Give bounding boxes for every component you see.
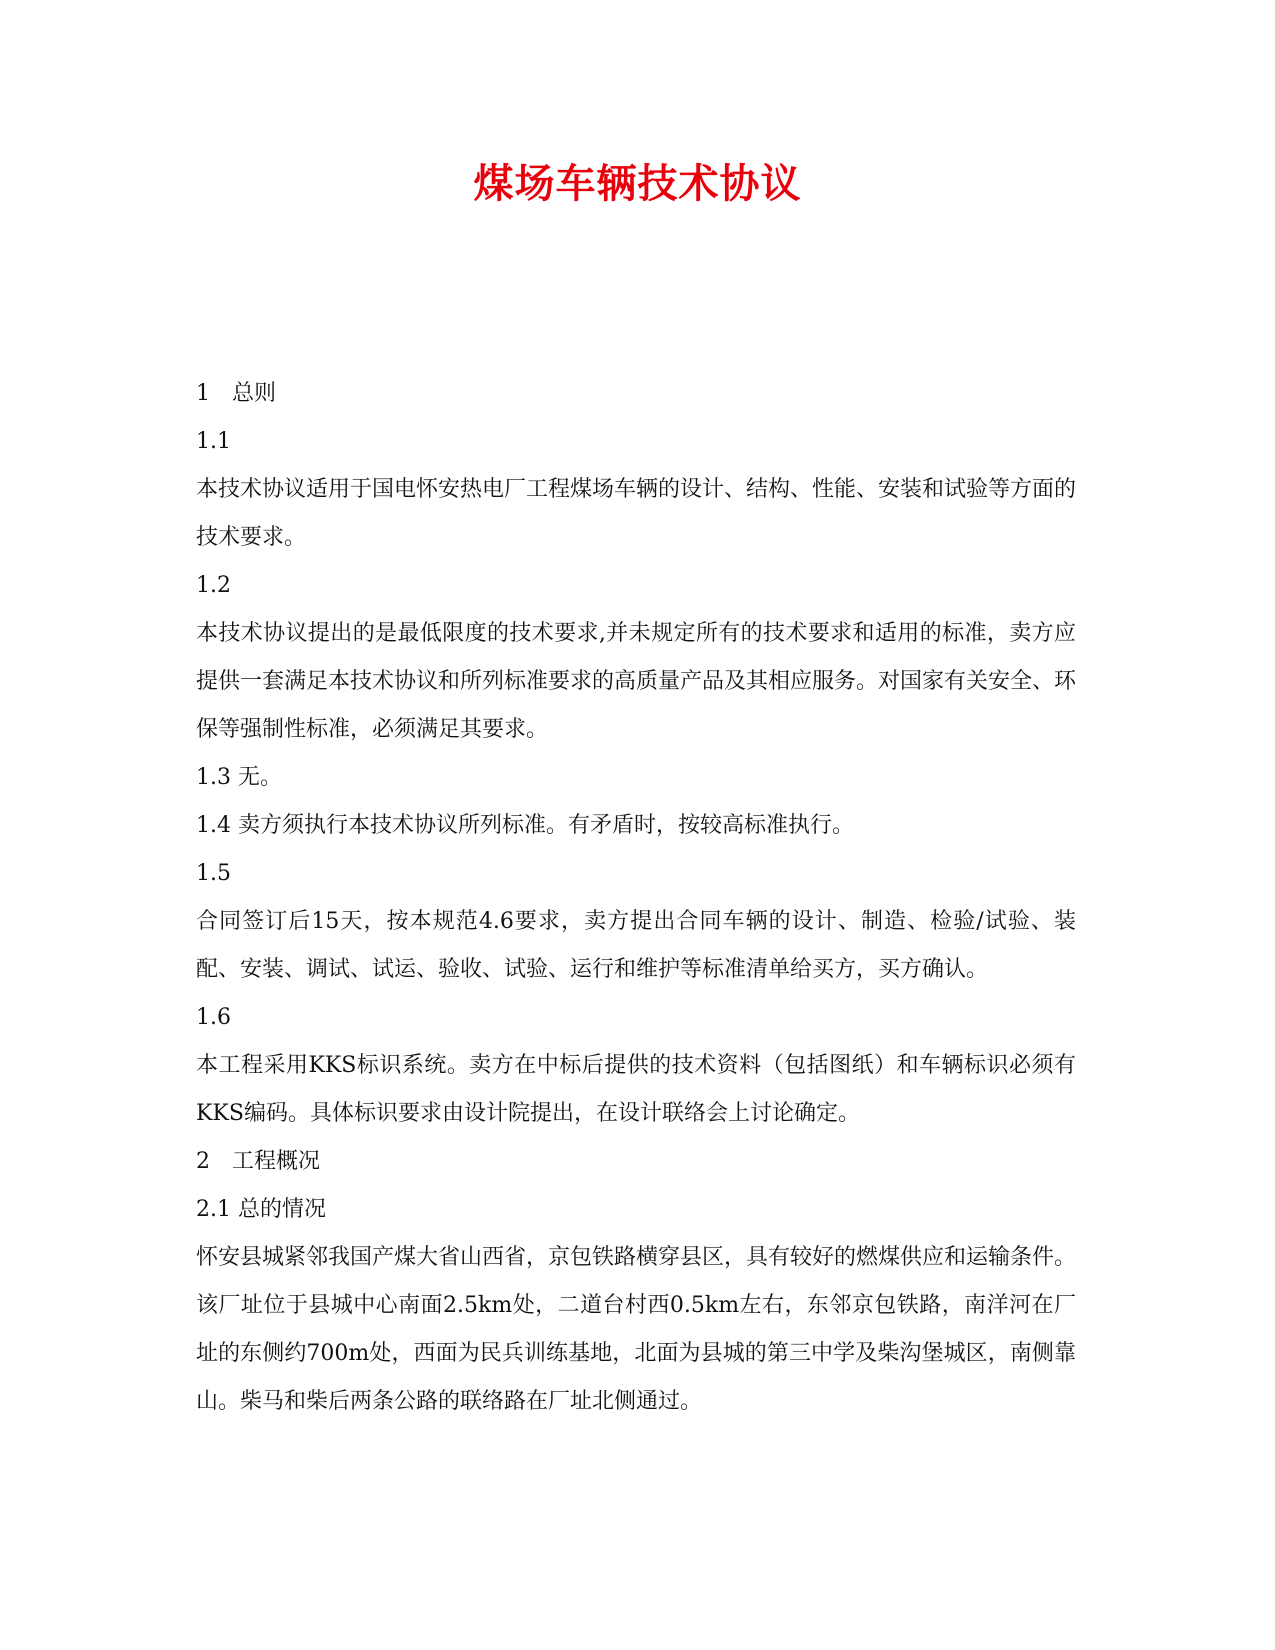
section-1-6-text: 本工程采用KKS标识系统。卖方在中标后提供的技术资料（包括图纸）和车辆标识必须有KKS编码。具体标识要求由设计院提出，在设计联络会上讨论确定。 bbox=[196, 1053, 1076, 1126]
section-1-2-number: 1.2 bbox=[196, 573, 231, 598]
section-1-5-number: 1.5 bbox=[196, 861, 231, 886]
section-1-3: 1.3 无。 bbox=[196, 765, 282, 790]
document-title: 煤场车辆技术协议 bbox=[473, 161, 802, 207]
section-1-4: 1.4 卖方须执行本技术协议所列标准。有矛盾时，按较高标准执行。 bbox=[196, 813, 854, 838]
section-1-5-text: 合同签订后15天，按本规范4.6要求，卖方提出合同车辆的设计、制造、检验/试验、装配、安装、调试、试运、验收、试验、运行和维护等标准清单给买方，买方确认。 bbox=[196, 909, 1076, 982]
section-2-heading: 2 工程概况 bbox=[196, 1149, 320, 1174]
section-1-heading: 1 总则 bbox=[196, 381, 276, 406]
section-1-2-text: 本技术协议提出的是最低限度的技术要求,并未规定所有的技术要求和适用的标准，卖方应提供一套满足本技术协议和所列标准要求的高质量产品及其相应服务。对国家有关安全、环保等强制性标准，必须满足其要求。 bbox=[196, 621, 1077, 742]
section-2-1-heading: 2.1 总的情况 bbox=[196, 1197, 326, 1222]
document-body bbox=[196, 370, 1076, 1426]
section-2-1-text: 怀安县城紧邻我国产煤大省山西省，京包铁路横穿县区，具有较好的燃煤供应和运输条件。该厂址位于县城中心南面2.5km处，二道台村西0.5km左右，东邻京包铁路，南洋河在厂址的东侧约700m处，西面为民兵训练基地，北面为县城的第三中学及柴沟堡城区，南侧靠山。柴马和柴后两条公路的联络路在厂址北侧通过。 bbox=[196, 1245, 1077, 1414]
section-1-1-number: 1.1 bbox=[196, 429, 231, 454]
section-1-6-number: 1.6 bbox=[196, 1005, 231, 1030]
section-1-1-text: 本技术协议适用于国电怀安热电厂工程煤场车辆的设计、结构、性能、安装和试验等方面的技术要求。 bbox=[196, 477, 1077, 550]
